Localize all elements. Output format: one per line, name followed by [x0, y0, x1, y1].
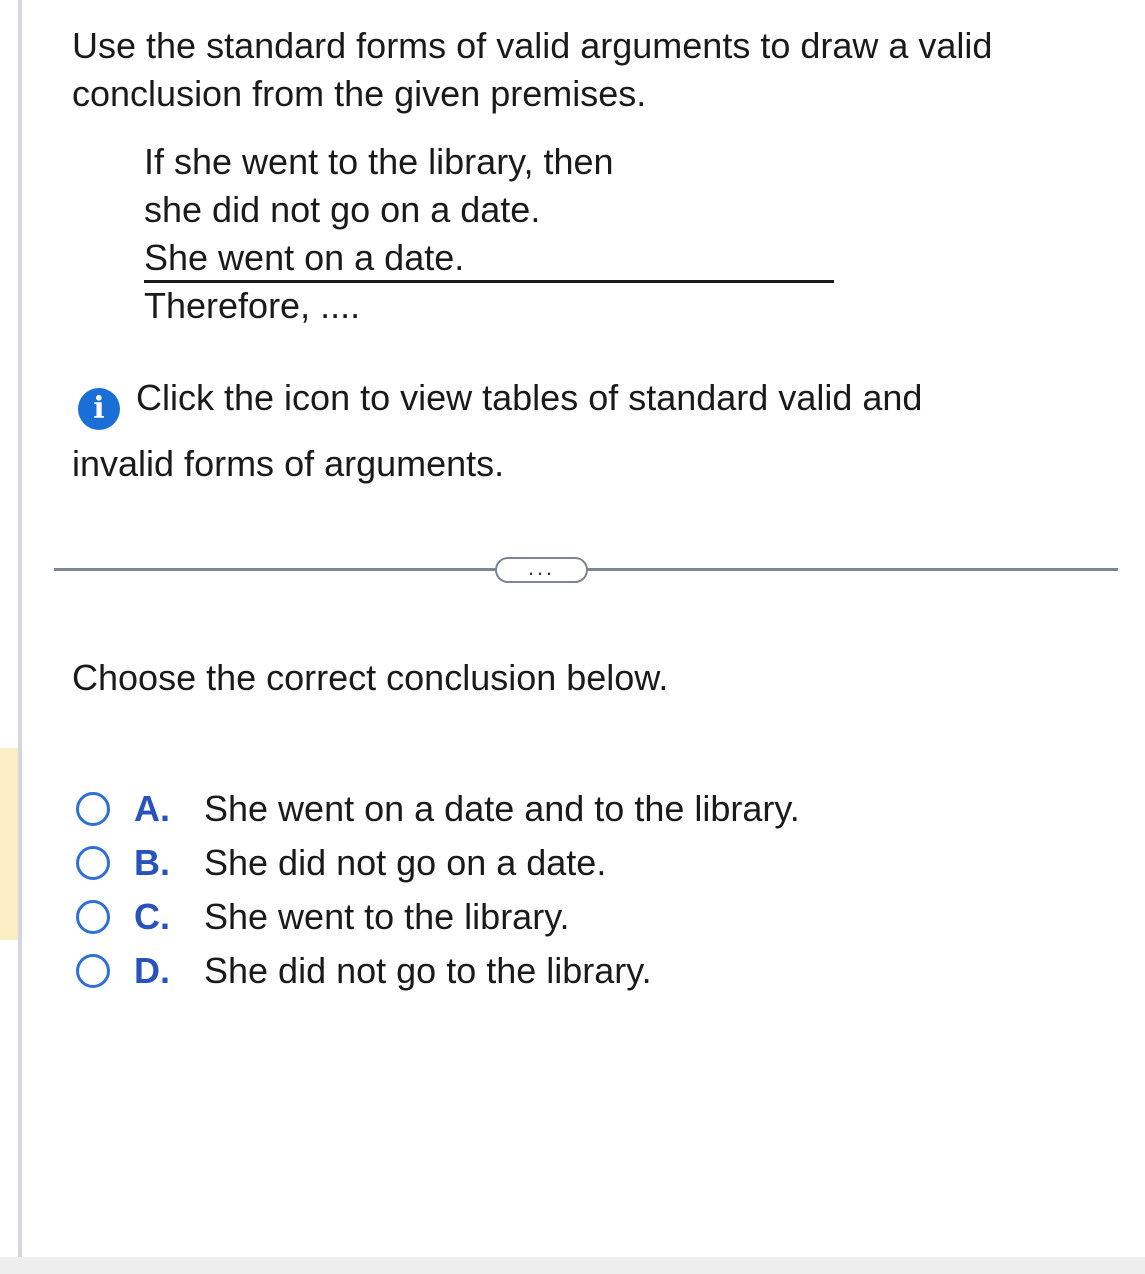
option-letter-d: D. — [134, 949, 170, 991]
premise-line-3: She went on a date. — [144, 237, 465, 278]
option-text-c: She went to the library. — [204, 895, 570, 937]
option-letter-a: A. — [134, 787, 170, 829]
option-letter-c: C. — [134, 895, 170, 937]
info-block — [72, 365, 1112, 497]
radio-button-d[interactable] — [76, 954, 110, 988]
option-text-a: She went on a date and to the library. — [204, 787, 800, 829]
info-icon[interactable]: i — [78, 388, 120, 430]
radio-button-c[interactable] — [76, 900, 110, 934]
option-letter-b: B. — [134, 841, 170, 883]
info-text-line-2: invalid forms of arguments. — [72, 443, 505, 484]
answer-prompt: Choose the correct conclusion below. — [72, 657, 669, 698]
radio-button-b[interactable] — [76, 846, 110, 880]
conclusion-line: Therefore, .... — [144, 285, 361, 326]
premises-block — [144, 138, 834, 330]
answer-options — [76, 768, 1076, 1011]
info-text-line-1: Click the icon to view tables of standard valid and — [136, 377, 923, 418]
bottom-bar — [0, 1257, 1145, 1274]
premise-line-2: she did not go on a date. — [144, 189, 541, 230]
answer-area-highlight — [0, 748, 18, 940]
left-margin-rule — [18, 0, 22, 1257]
premise-line-1: If she went to the library, then — [144, 141, 614, 182]
option-text-d: She did not go to the library. — [204, 949, 652, 991]
option-d[interactable] — [76, 930, 1076, 1011]
question-text: Use the standard forms of valid arguments to draw a valid conclusion from the given premises. — [72, 25, 993, 114]
radio-button-a[interactable] — [76, 792, 110, 826]
expand-more-button[interactable]: ... — [495, 557, 588, 583]
option-text-b: She did not go on a date. — [204, 841, 607, 883]
